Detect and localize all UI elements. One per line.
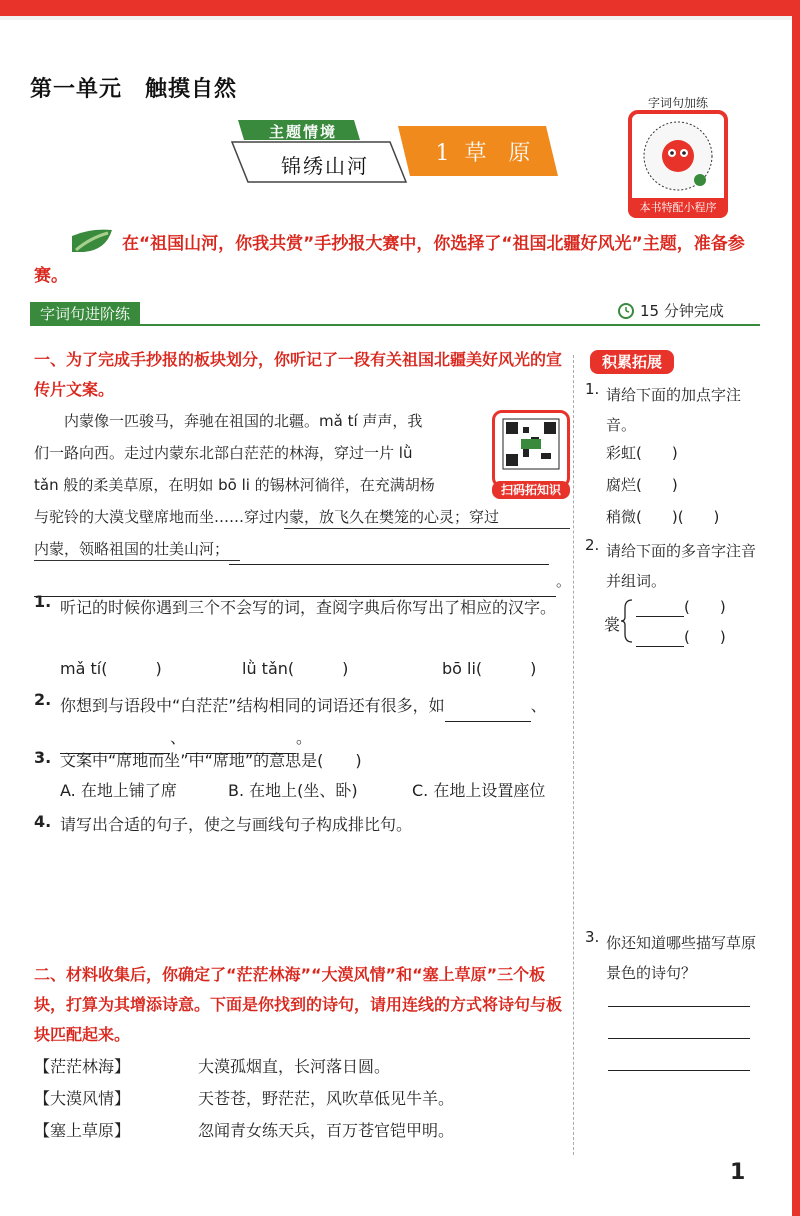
polyphone-char: 裳 [604, 615, 621, 634]
passage-line-1: 内蒙像一匹骏马，奔驰在祖国的北疆。mǎ tí 声声，我 [64, 412, 423, 430]
passage-line-3: tǎn 般的柔美草原，在明如 bō li 的锡林河徜徉，在充满胡杨 [34, 476, 435, 494]
q4-answer-area[interactable] [60, 840, 560, 950]
mini-program-label: 字词句加练 [647, 96, 708, 110]
lesson-title: 草 原 [464, 141, 531, 166]
sidebar-q1-item-3[interactable]: 稍微( )( ) [606, 508, 720, 526]
sidebar-q1-number: 1. [585, 380, 600, 398]
q2-block [60, 690, 570, 754]
theme-name: 锦绣山河 [281, 154, 369, 178]
sidebar-q2-number: 2. [585, 536, 600, 554]
match-right-2[interactable]: 天苍苍，野茫茫，风吹草低见牛羊。 [198, 1089, 455, 1108]
sidebar-q1-item-2[interactable]: 腐烂( ) [606, 476, 678, 494]
part2-heading: 二、材料收集后，你确定了“茫茫林海”“大漠风情”和“塞上草原”三个板块，打算为其增添诗意。下面是你找到的诗句，请用连线的方式将诗句与板块匹配起来。 [34, 965, 563, 1044]
intro-text: 在“祖国山河，你我共赏”手抄报大赛中，你选择了“祖国北疆好风光”主题，准备参赛。 [34, 234, 745, 286]
sidebar-answer-line-2[interactable] [608, 1038, 750, 1039]
answer-blank[interactable] [445, 720, 531, 722]
passage [34, 405, 570, 597]
sidebar-answer-line-3[interactable] [608, 1070, 750, 1071]
q2-text: 你想到与语段中“白茫茫”结构相同的词语还有很多，如 [60, 696, 445, 715]
underline-sentence-2 [34, 560, 240, 561]
theme-label: 主题情境 [268, 123, 337, 141]
q2-end: 。 [296, 728, 313, 747]
knowledge-qr-label: 扫码拓知识 [492, 481, 570, 499]
q1-item-1[interactable]: mǎ tí( ) [60, 659, 162, 678]
sidebar-q2-text: 请给下面的多音字注音并组词。 [606, 542, 757, 590]
qr-code-icon [495, 417, 567, 473]
mini-program-code-icon [632, 116, 724, 196]
match-left-2[interactable]: 【大漠风情】 [34, 1089, 131, 1108]
q3-option-a[interactable]: A. 在地上铺了席 [60, 781, 177, 800]
q1-item-3[interactable]: bō li( ) [442, 659, 537, 678]
section-bar-label: 字词句进阶练 [30, 302, 140, 326]
passage-line-4: 与驼铃的大漠戈壁席地而坐……穿过内蒙，放飞久在樊笼的心灵；穿过 [34, 508, 500, 526]
sidebar-q1-text: 请给下面的加点字注音。 [606, 386, 742, 434]
q2-sep-1: 、 [530, 696, 547, 715]
alarm-clock-icon [616, 300, 636, 320]
lesson-title-group [418, 136, 548, 167]
q2-sep-2: 、 [170, 728, 187, 747]
part1-heading: 一、为了完成手抄报的板块划分，你听记了一段有关祖国北疆美好风光的宣传片文案。 [34, 350, 563, 399]
sidebar-answer-line-1[interactable] [608, 1006, 750, 1007]
sidebar-q3-text: 你还知道哪些描写草原景色的诗句？ [606, 934, 757, 982]
passage-line-2: 们一路向西。走过内蒙东北部白茫茫的林海，穿过一片 lǜ [34, 444, 413, 462]
top-border [0, 0, 800, 20]
q3-text: 文案中“席地而坐”中“席地”的意思是( ) [60, 751, 362, 770]
lesson-number: 1 [435, 141, 450, 166]
page-number: 1 [730, 1160, 746, 1185]
polyphone-blank-2[interactable]: ( ) [636, 626, 726, 647]
underline-sentence-1 [284, 528, 570, 529]
passage-line-5: 内蒙，领略祖国的壮美山河； [34, 540, 230, 558]
polyphone-blank-1[interactable]: ( ) [636, 596, 726, 617]
section-bar [30, 302, 760, 326]
lesson-banner [228, 118, 558, 188]
q1-text: 听记的时候你遇到三个不会写的词，查阅字典后你写出了相应的汉字。 [60, 598, 557, 617]
mini-program-caption: 本书特配小程序 [628, 198, 728, 218]
q3-option-b[interactable]: B. 在地上(坐、卧) [228, 781, 358, 800]
q3-number: 3. [34, 748, 52, 767]
q1-number: 1. [34, 592, 52, 611]
q3-option-c[interactable]: C. 在地上设置座位 [412, 781, 546, 800]
q4-number: 4. [34, 812, 52, 831]
sidebar-q1-item-1[interactable]: 彩虹( ) [606, 444, 678, 462]
sidebar-q3-number: 3. [585, 928, 600, 946]
q2-number: 2. [34, 690, 52, 709]
match-right-3[interactable]: 忽闻青女练天兵，百万苍官铠甲明。 [198, 1121, 455, 1140]
column-divider [573, 355, 574, 1155]
q1-item-2[interactable]: lǜ tǎn( ) [242, 659, 349, 678]
passage-end-mark: 。 [556, 572, 572, 590]
right-border [792, 0, 800, 1216]
match-left-3[interactable]: 【塞上草原】 [34, 1121, 131, 1140]
unit-title: 第一单元 触摸自然 [30, 76, 238, 102]
timer-text: 15 分钟完成 [640, 302, 724, 320]
q4-text: 请写出合适的句子，使之与画线句子构成排比句。 [60, 815, 413, 834]
knowledge-qr[interactable] [492, 410, 570, 488]
mini-program-qr[interactable] [628, 110, 728, 218]
brace-icon [620, 598, 634, 644]
match-right-1[interactable]: 大漠孤烟直，长河落日圆。 [198, 1057, 391, 1076]
match-left-1[interactable]: 【茫茫林海】 [34, 1057, 131, 1076]
sidebar-title: 积累拓展 [590, 350, 674, 374]
